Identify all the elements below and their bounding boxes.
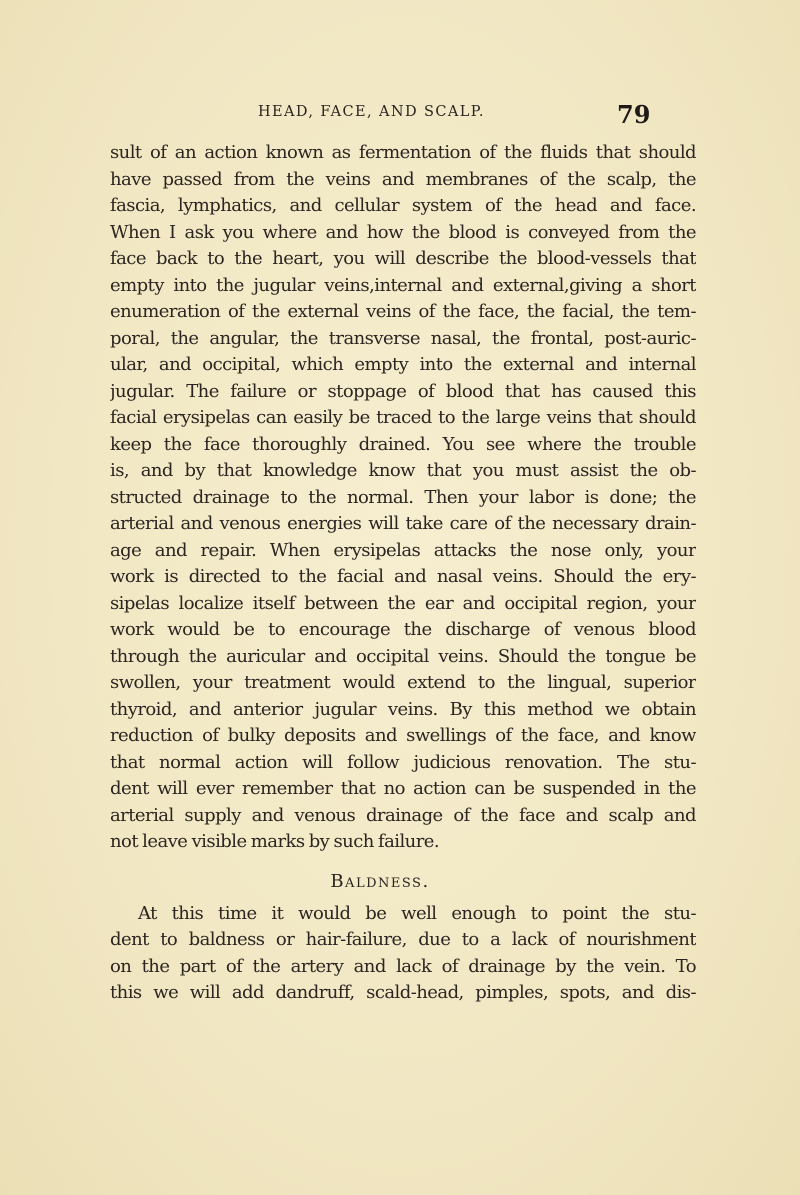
text-line: age and repair. When erysipelas attacks the nose only, your — [110, 539, 696, 561]
text-line: empty into the jugular veins,internal and external,giving a short — [110, 274, 696, 296]
text-line: swollen, your treatment would extend to the lingual, superior — [110, 672, 696, 693]
text-line: arterial supply and venous drainage of the face and scalp and — [110, 804, 696, 826]
text-line: dent to baldness or hair-failure, due to a lack of nourishment — [110, 929, 696, 950]
page-number: 79 — [617, 100, 651, 129]
text-line: that normal action will follow judicious renovation. The stu- — [110, 751, 696, 773]
body-text — [110, 140, 696, 1007]
text-line: enumeration of the external veins of the face, the facial, the tem- — [110, 301, 696, 322]
text-line: When I ask you where and how the blood is conveyed from the — [110, 221, 696, 243]
text-line: thyroid, and anterior jugular veins. By this method we obtain — [110, 698, 696, 720]
text-line: work would be to encourage the discharge of venous blood — [110, 619, 696, 640]
text-line: sipelas localize itself between the ear and occipital region, your — [110, 592, 696, 614]
text-line: face back to the heart, you will describe the blood-vessels that — [110, 248, 696, 269]
text-line: this we will add dandruff, scald-head, pimples, spots, and dis- — [110, 982, 696, 1003]
text-line: ular, and occipital, which empty into the external and internal — [110, 354, 696, 375]
text-line: through the auricular and occipital veins. Should the tongue be — [110, 645, 696, 667]
text-line: have passed from the veins and membranes of the scalp, the — [110, 168, 696, 190]
text-line: structed drainage to the normal. Then your labor is done; the — [110, 486, 696, 508]
page-header — [0, 98, 800, 128]
text-line: poral, the angular, the transverse nasal, the frontal, post-auric- — [110, 327, 696, 349]
text-line: on the part of the artery and lack of drainage by the vein. To — [110, 955, 696, 977]
text-line: fascia, lymphatics, and cellular system of the head and face. — [110, 195, 696, 216]
text-line: arterial and venous energies will take care of the necessary drain- — [110, 513, 696, 534]
text-line: dent will ever remember that no action can be suspended in the — [110, 778, 696, 799]
text-line: is, and by that knowledge know that you must assist the ob- — [110, 460, 696, 481]
text-line: work is directed to the facial and nasal veins. Should the ery- — [110, 566, 696, 587]
text-line: reduction of bulky deposits and swellings of the face, and know — [110, 725, 696, 746]
text-line: sult of an action known as fermentation of the fluids that should — [110, 142, 696, 163]
text-line: not leave visible marks by such failure. — [110, 831, 440, 852]
text-line: At this time it would be well enough to point the stu- — [138, 902, 696, 924]
paragraph-2 — [110, 901, 696, 1007]
text-line: jugular. The failure or stoppage of blood that has caused this — [110, 380, 696, 402]
text-line: facial erysipelas can easily be traced to the large veins that should — [110, 407, 696, 428]
section-heading: Baldness. — [330, 870, 430, 892]
text-line: keep the face thoroughly drained. You see where the trouble — [110, 433, 696, 455]
paragraph-1 — [110, 140, 696, 856]
running-head: HEAD, FACE, AND SCALP. — [258, 104, 485, 120]
